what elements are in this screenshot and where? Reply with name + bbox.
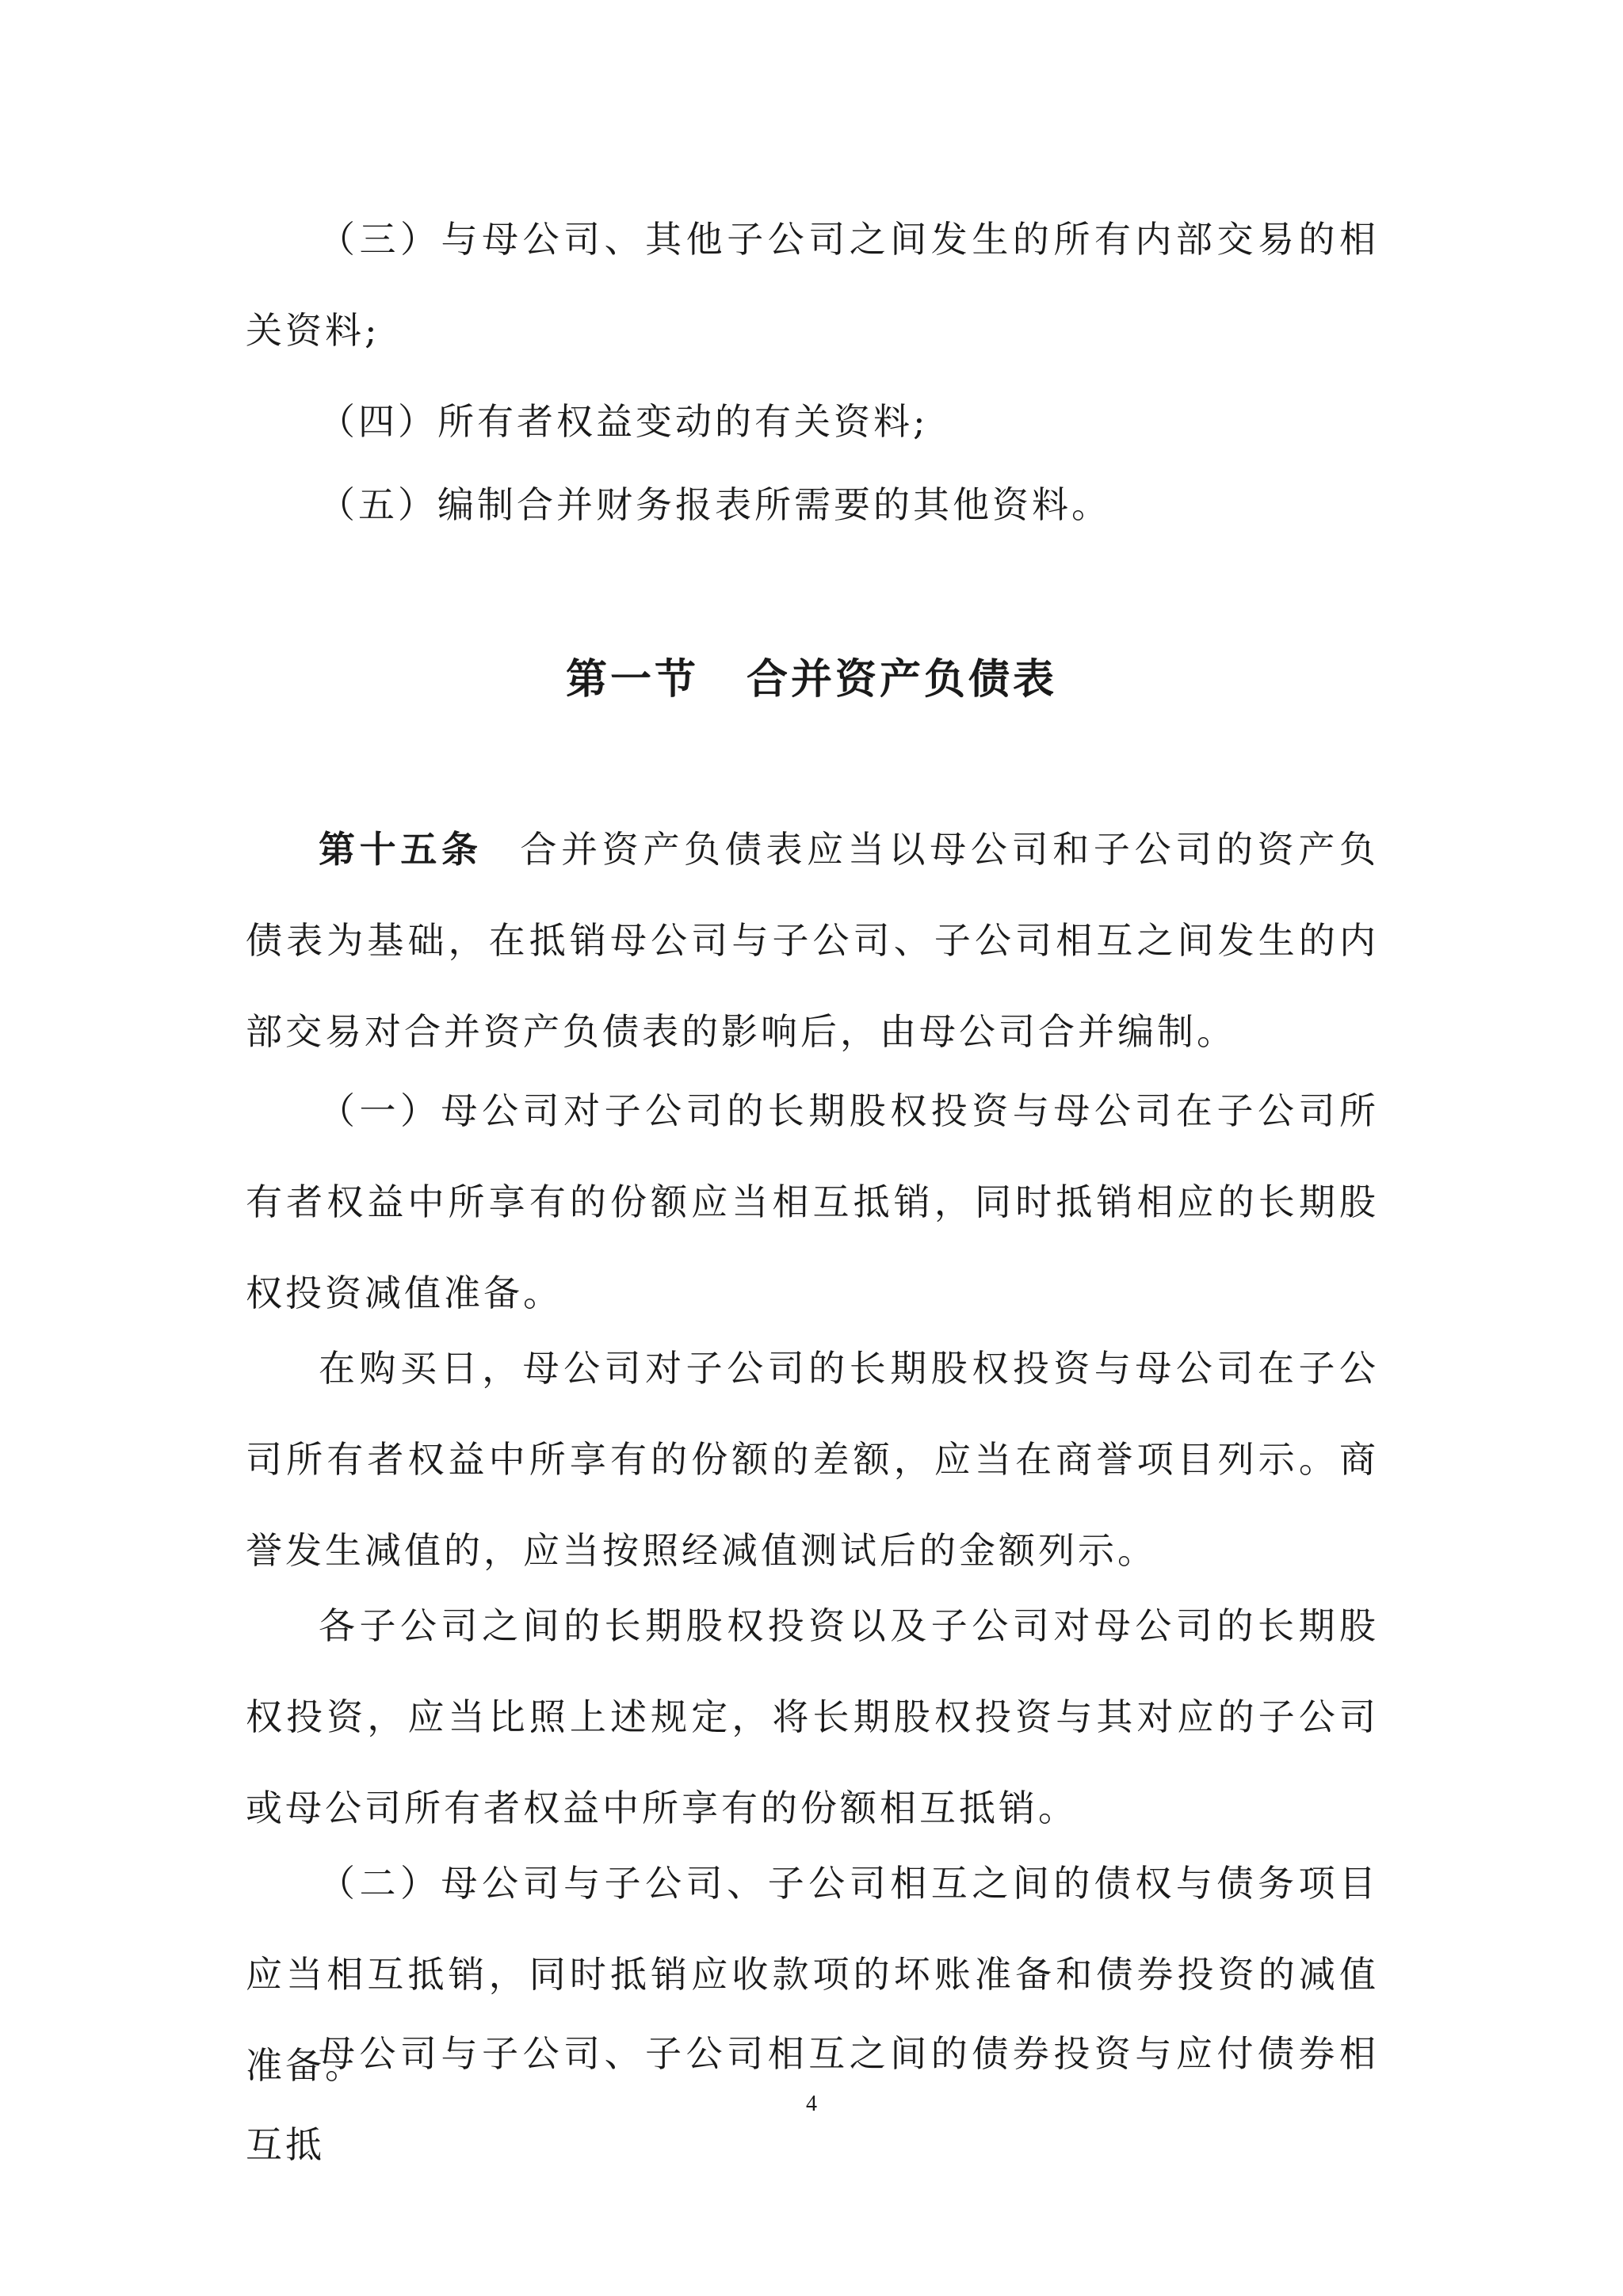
article-15-paragraph — [246, 804, 1379, 1077]
article-text: 合并资产负债表应当以母公司和子公司的资产负债表为基础，在抵销母公司与子公司、子公司相互之间发生的内部交易对合并资产负债表的影响后，由母公司合并编制。 — [246, 828, 1380, 1053]
paragraph-item-2: （二）母公司与子公司、子公司相互之间的债权与债务项目应当相互抵销，同时抵销应收款项的坏账准备和债券投资的减值准备。 — [246, 1862, 1379, 2087]
section-title: 合并资产负债表 — [747, 656, 1058, 704]
paragraph-item-3: （三）与母公司、其他子公司之间发生的所有内部交易的相关资料; — [246, 218, 1379, 352]
page-number: 4 — [806, 2092, 817, 2116]
section-number: 第一节 — [565, 656, 699, 704]
paragraph-bond-investment: 母公司与子公司、子公司相互之间的债券投资与应付债券相互抵 — [246, 2032, 1379, 2166]
paragraph-item-4: （四）所有者权益变动的有关资料; — [319, 400, 929, 443]
article-label: 第十五条 — [319, 828, 483, 871]
paragraph-purchase-date: 在购买日，母公司对子公司的长期股权投资与母公司在子公司所有者权益中所享有的份额的差额，应当在商誉项目列示。商誉发生减值的，应当按照经减值测试后的金额列示。 — [246, 1347, 1379, 1572]
section-heading — [0, 646, 1623, 705]
paragraph-item-1: （一）母公司对子公司的长期股权投资与母公司在子公司所有者权益中所享有的份额应当相互抵销，同时抵销相应的长期股权投资减值准备。 — [246, 1089, 1379, 1314]
paragraph-subsidiaries: 各子公司之间的长期股权投资以及子公司对母公司的长期股权投资，应当比照上述规定，将长期股权投资与其对应的子公司或母公司所有者权益中所享有的份额相互抵销。 — [246, 1604, 1379, 1829]
paragraph-item-5: （五）编制合并财务报表所需要的其他资料。 — [319, 483, 1111, 526]
